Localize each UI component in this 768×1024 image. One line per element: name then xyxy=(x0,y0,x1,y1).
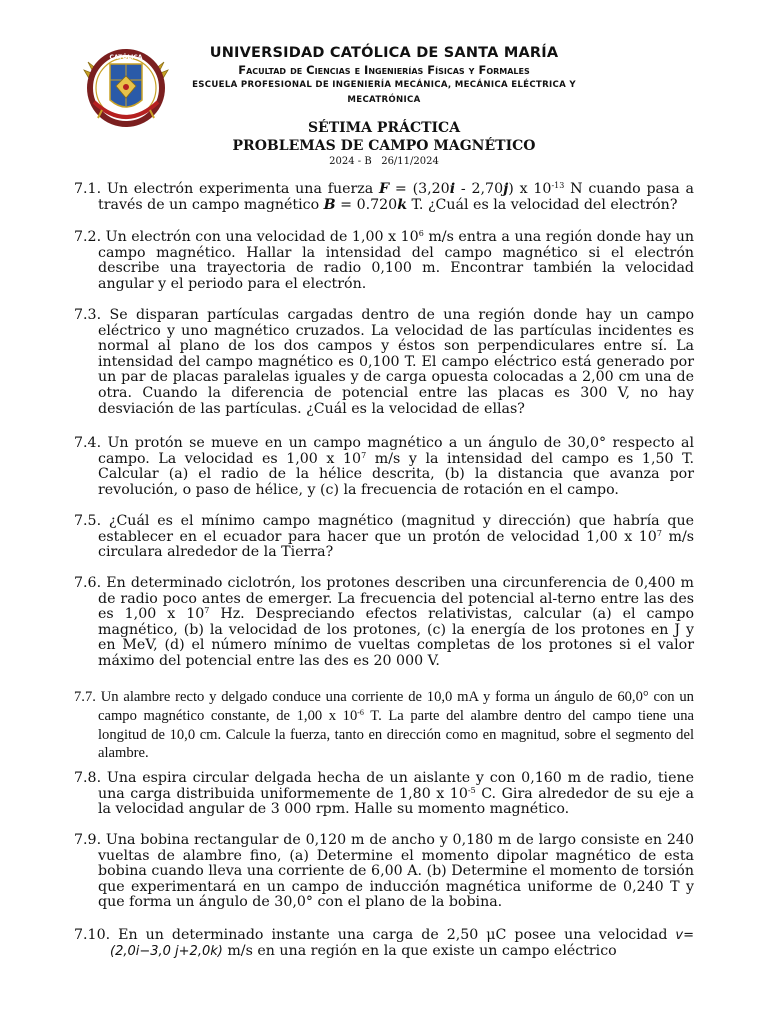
problem-text: ) x 10 xyxy=(508,181,552,197)
exponent: 7 xyxy=(656,528,662,538)
problem-text: T. La parte del alambre dentro del campo tiene una longitud de 10,0 cm. Calcule la fuerza, tanto en dirección como en magnitud, sobre el segmento del alambre. xyxy=(98,707,694,762)
topic-title: PROBLEMAS DE CAMPO MAGNÉTICO xyxy=(232,138,536,154)
university-name: UNIVERSIDAD CATÓLICA DE SANTA MARÍA xyxy=(209,45,559,61)
field-vector-symbol: B xyxy=(323,196,336,213)
problem-text: - 2,70 xyxy=(455,181,504,197)
unit-vector-j: j xyxy=(503,181,509,197)
problem-text: Un electrón con una velocidad de 1,00 x 10 xyxy=(105,229,419,245)
problem-text: m/s en una región en la que existe un campo eléctrico xyxy=(222,942,617,959)
problem-number: 7.3. xyxy=(74,307,102,323)
exponent: 7 xyxy=(204,606,210,616)
problem-7-1 xyxy=(74,181,695,213)
velocity-formula: v=(2,0i−3,0 j+2,0k) xyxy=(110,928,694,959)
problem-7-5 xyxy=(74,513,695,561)
problem-text: ¿Cuál es el mínimo campo magnético (magnitud y dirección) que habría que establecer en el ecuador para hacer que un protón de velocidad 1,00 x 10 xyxy=(98,513,694,545)
institution-header xyxy=(180,44,588,108)
problem-text: Un alambre recto y delgado conduce una corriente de 10,0 mA y forma un ángulo de 60,0° con un campo magnético constante, de 1,00 x 10 xyxy=(98,689,694,724)
exponent: 6 xyxy=(418,229,424,238)
problem-text: = 0.720 xyxy=(335,196,398,213)
unit-vector-k: k xyxy=(397,196,408,213)
problem-text: Una espira circular delgada hecha de un aislante y con 0,160 m de radio, tiene una carga distribuida uniformemente de 1,80 x 10 xyxy=(98,770,694,802)
problem-7-8 xyxy=(74,770,694,818)
problem-number: 7.4. xyxy=(74,435,102,451)
problem-7-7 xyxy=(74,688,694,763)
problem-text: Hz. Despreciando efectos relativistas, calcular (a) el campo magnético, (b) la velocidad de los protones, (c) la energía de los protones en J y en MeV, (d) el número mínimo de vueltas completas de los protones si el valor máximo del potencial entre las des es 20 000 V. xyxy=(98,606,695,669)
force-vector-symbol: F xyxy=(379,181,390,197)
problem-number: 7.10. xyxy=(74,927,111,943)
problem-number: 7.6. xyxy=(74,575,102,591)
exponent: -6 xyxy=(357,707,364,717)
exponent: -13 xyxy=(551,181,565,190)
problem-text: = (3,20 xyxy=(389,181,450,197)
school-name-line1: ESCUELA PROFESIONAL DE INGENIERÍA MECÁNICA, MECÁNICA ELÉCTRICA Y xyxy=(192,80,576,90)
problem-number: 7.7. xyxy=(74,689,96,705)
faculty-name: Facultad de Ciencias e Ingenierías Físicas y Formales xyxy=(238,63,530,77)
semester-date: 2024 - B 26/11/2024 xyxy=(329,156,439,167)
problem-number: 7.2. xyxy=(74,229,102,245)
problem-7-4 xyxy=(74,435,694,498)
problem-7-9 xyxy=(74,832,694,911)
problem-text: T. ¿Cuál es la velocidad del electrón? xyxy=(407,196,678,213)
problem-text: En determinado ciclotrón, los protones describen una circunferencia de 0,400 m de radio poco antes de emerger. La frecuencia del potencial al-terno entre las des es 1,00 x 10 xyxy=(98,575,694,623)
seal-lettering: CATÓLICA xyxy=(109,54,143,61)
practice-title: SÉTIMA PRÁCTICA xyxy=(307,120,461,136)
problem-7-2 xyxy=(74,229,694,292)
problem-text: C. Gira alrededor de su eje a la velocidad angular de 3 000 rpm. Halle su momento magnético. xyxy=(98,785,694,818)
document-titles xyxy=(150,119,618,168)
problem-text: N cuando pasa a través de un campo magnético xyxy=(98,181,695,213)
problem-text: En un determinado instante una carga de 2,50 μC posee una velocidad xyxy=(118,927,676,943)
problem-text: Un electrón experimenta una fuerza xyxy=(106,181,380,197)
problem-text: m/s entra a una región donde hay un campo magnético. Hallar la intensidad del campo magnético si el electrón describe una trayectoria de radio 0,100 m. Encontrar también la velocidad angular y el periodo para el electrón. xyxy=(98,229,694,292)
problem-number: 7.9. xyxy=(74,832,102,848)
problem-text: Un protón se mueve en un campo magnético a un ángulo de 30,0° respecto al campo. La velocidad es 1,00 x 10 xyxy=(98,435,694,467)
problem-number: 7.5. xyxy=(74,513,102,529)
problem-7-6 xyxy=(74,575,695,670)
problem-7-3 xyxy=(74,307,694,417)
problem-text: Se disparan partículas cargadas dentro de una región donde hay un campo eléctrico y uno magnético cruzados. La velocidad de las partículas incidentes es normal al plano de los dos campos y éstos son perpendiculares entre sí. La intensidad del campo magnético es 0,100 T. El campo eléctrico está generado por un par de placas paralelas iguales y de carga opuesta colocadas a 2,00 cm una de otra. Cuando la diferencia de potencial entre las placas es 300 V, no hay desviación de las partículas. ¿Cuál es la velocidad de ellas? xyxy=(98,307,694,417)
school-name-line2: MECATRÓNICA xyxy=(347,95,421,105)
problem-text: m/s y la intensidad del campo es 1,50 T. Calcular (a) el radio de la hélice descrita, (b) la distancia que avanza por revolución, o paso de hélice, y (c) la frecuencia de rotación en el campo. xyxy=(98,450,694,498)
exponent: -5 xyxy=(467,785,476,795)
exponent: 7 xyxy=(361,450,367,460)
problem-7-10 xyxy=(74,927,694,959)
unit-vector-i: i xyxy=(449,181,456,197)
problem-number: 7.8. xyxy=(74,770,102,786)
problem-number: 7.1. xyxy=(74,181,102,197)
problem-text: Una bobina rectangular de 0,120 m de ancho y 0,180 m de largo consiste en 240 vueltas de alambre fino, (a) Determine el momento dipolar magnético de esta bobina cuando lleva una corriente de 6,00 A. (b) Determine el momento de torsión que experimentará en un campo de inducción magnética uniforme de 0,240 T y que forma un ángulo de 30,0° con el plano de la bobina. xyxy=(98,832,694,911)
problem-text: m/s circulara alrededor de la Tierra? xyxy=(98,528,695,561)
